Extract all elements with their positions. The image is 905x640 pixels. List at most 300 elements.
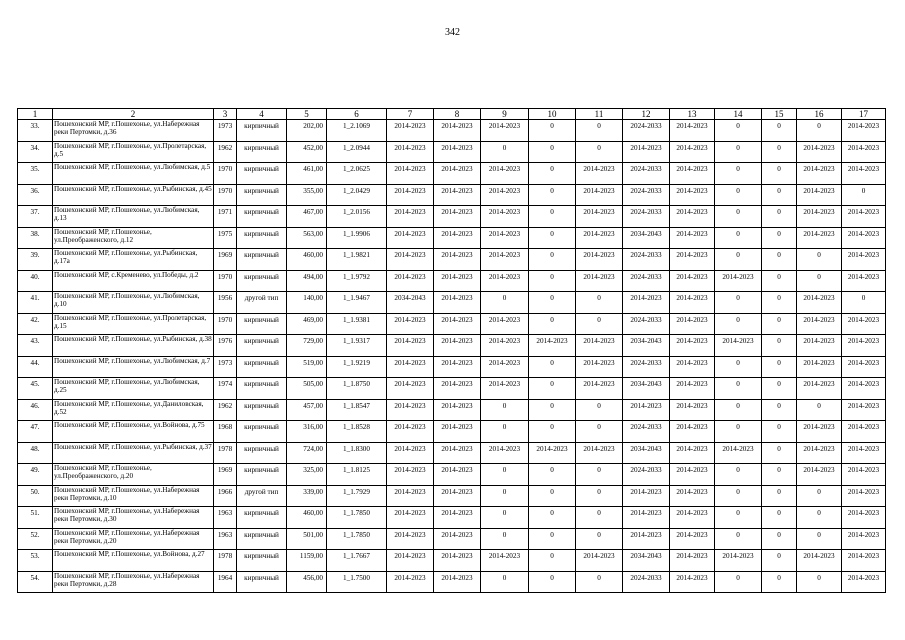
cell-period-11: 0	[576, 464, 623, 486]
cell-period-10: 0	[529, 399, 576, 421]
cell-period-11: 2014-2023	[576, 184, 623, 206]
cell-wall-material: кирпичный	[237, 163, 287, 185]
cell-period-15: 0	[762, 292, 797, 314]
cell-period-17: 0	[842, 292, 886, 314]
cell-address: Пошехонский МР, г.Пошехонье, ул.Набережная реки Пертомки, д.30	[53, 507, 214, 529]
cell-build-year: 1970	[214, 163, 237, 185]
cell-period-9: 2014-2023	[481, 550, 529, 572]
cell-period-7: 2014-2023	[387, 399, 434, 421]
cell-period-15: 0	[762, 399, 797, 421]
column-header-4: 4	[237, 109, 287, 120]
cell-area: 501,00	[287, 528, 327, 550]
cell-row-number: 52.	[18, 528, 53, 550]
cell-period-13: 2014-2023	[670, 442, 715, 464]
cell-period-8: 2014-2023	[434, 163, 481, 185]
column-header-5: 5	[287, 109, 327, 120]
cell-period-14: 2014-2023	[715, 335, 762, 357]
cell-row-number: 40.	[18, 270, 53, 292]
cell-address: Пошехонский МР, г.Пошехонье, ул.Войнова, д.75	[53, 421, 214, 443]
cell-period-8: 2014-2023	[434, 399, 481, 421]
cell-period-7: 2014-2023	[387, 163, 434, 185]
cell-build-year: 1970	[214, 184, 237, 206]
cell-row-number: 44.	[18, 356, 53, 378]
cell-row-number: 50.	[18, 485, 53, 507]
table-row	[18, 313, 886, 335]
cell-address: Пошехонский МР, г.Пошехонье, ул.Любимская, д.25	[53, 378, 214, 400]
cell-period-8: 2014-2023	[434, 442, 481, 464]
cell-period-17: 2014-2023	[842, 270, 886, 292]
cell-period-10: 0	[529, 270, 576, 292]
cell-row-number: 53.	[18, 550, 53, 572]
cell-period-11: 2014-2023	[576, 163, 623, 185]
cell-build-year: 1966	[214, 485, 237, 507]
cell-period-15: 0	[762, 141, 797, 163]
cell-period-17: 2014-2023	[842, 227, 886, 249]
cell-row-number: 47.	[18, 421, 53, 443]
cell-build-year: 1976	[214, 335, 237, 357]
cell-period-12: 2024-2033	[623, 184, 670, 206]
cell-period-7: 2014-2023	[387, 442, 434, 464]
cell-priority-code: 1_1.9467	[327, 292, 387, 314]
cell-wall-material: кирпичный	[237, 528, 287, 550]
cell-row-number: 46.	[18, 399, 53, 421]
cell-period-13: 2014-2023	[670, 120, 715, 142]
cell-period-17: 2014-2023	[842, 249, 886, 271]
cell-wall-material: кирпичный	[237, 249, 287, 271]
cell-period-11: 0	[576, 507, 623, 529]
cell-period-9: 2014-2023	[481, 184, 529, 206]
cell-period-14: 0	[715, 507, 762, 529]
cell-period-14: 2014-2023	[715, 442, 762, 464]
cell-priority-code: 1_1.8300	[327, 442, 387, 464]
cell-period-9: 0	[481, 485, 529, 507]
cell-period-10: 2014-2023	[529, 335, 576, 357]
cell-priority-code: 1_2.0625	[327, 163, 387, 185]
column-header-14: 14	[715, 109, 762, 120]
cell-period-17: 2014-2023	[842, 206, 886, 228]
cell-period-10: 0	[529, 485, 576, 507]
cell-period-13: 2014-2023	[670, 399, 715, 421]
cell-wall-material: кирпичный	[237, 227, 287, 249]
cell-period-8: 2014-2023	[434, 227, 481, 249]
table-row	[18, 550, 886, 572]
cell-address: Пошехонский МР, г.Пошехонье, ул.Рыбинская, д.37	[53, 442, 214, 464]
cell-period-10: 0	[529, 206, 576, 228]
cell-period-15: 0	[762, 313, 797, 335]
cell-priority-code: 1_1.8528	[327, 421, 387, 443]
cell-wall-material: кирпичный	[237, 335, 287, 357]
cell-period-10: 0	[529, 227, 576, 249]
cell-period-15: 0	[762, 335, 797, 357]
cell-period-16: 0	[797, 571, 842, 593]
cell-period-14: 0	[715, 141, 762, 163]
cell-period-12: 2024-2033	[623, 571, 670, 593]
cell-period-16: 2014-2023	[797, 313, 842, 335]
cell-period-9: 0	[481, 141, 529, 163]
cell-period-7: 2014-2023	[387, 120, 434, 142]
cell-period-7: 2014-2023	[387, 421, 434, 443]
cell-period-7: 2014-2023	[387, 464, 434, 486]
cell-period-12: 2024-2033	[623, 163, 670, 185]
cell-period-16: 2014-2023	[797, 141, 842, 163]
cell-period-16: 2014-2023	[797, 550, 842, 572]
cell-period-15: 0	[762, 270, 797, 292]
cell-address: Пошехонский МР, г.Пошехонье, ул.Пролетарская, д.15	[53, 313, 214, 335]
cell-period-16: 2014-2023	[797, 356, 842, 378]
cell-build-year: 1978	[214, 442, 237, 464]
cell-period-14: 0	[715, 399, 762, 421]
cell-period-16: 2014-2023	[797, 421, 842, 443]
cell-period-8: 2014-2023	[434, 292, 481, 314]
cell-address: Пошехонский МР, г.Пошехонье, ул.Набережная реки Пертомки, д.36	[53, 120, 214, 142]
cell-period-8: 2014-2023	[434, 206, 481, 228]
cell-area: 460,00	[287, 249, 327, 271]
cell-address: Пошехонский МР, г.Пошехонье, ул.Преображенского, д.12	[53, 227, 214, 249]
cell-wall-material: кирпичный	[237, 442, 287, 464]
cell-period-14: 0	[715, 485, 762, 507]
cell-period-10: 0	[529, 464, 576, 486]
cell-period-15: 0	[762, 421, 797, 443]
cell-row-number: 38.	[18, 227, 53, 249]
cell-period-9: 0	[481, 507, 529, 529]
cell-priority-code: 1_1.8547	[327, 399, 387, 421]
cell-period-16: 2014-2023	[797, 378, 842, 400]
cell-period-14: 0	[715, 421, 762, 443]
cell-period-9: 0	[481, 571, 529, 593]
cell-period-17: 2014-2023	[842, 378, 886, 400]
cell-period-8: 2014-2023	[434, 571, 481, 593]
cell-build-year: 1963	[214, 528, 237, 550]
cell-period-9: 2014-2023	[481, 378, 529, 400]
column-header-11: 11	[576, 109, 623, 120]
cell-period-13: 2014-2023	[670, 528, 715, 550]
cell-period-9: 0	[481, 292, 529, 314]
cell-period-12: 2024-2033	[623, 356, 670, 378]
cell-period-9: 2014-2023	[481, 313, 529, 335]
cell-address: Пошехонский МР, г.Пошехонье, ул.Любимская, д.5	[53, 163, 214, 185]
cell-row-number: 42.	[18, 313, 53, 335]
cell-period-16: 0	[797, 249, 842, 271]
cell-priority-code: 1_1.7667	[327, 550, 387, 572]
cell-area: 325,00	[287, 464, 327, 486]
cell-period-8: 2014-2023	[434, 270, 481, 292]
cell-period-17: 2014-2023	[842, 464, 886, 486]
cell-row-number: 45.	[18, 378, 53, 400]
cell-period-14: 0	[715, 206, 762, 228]
cell-period-10: 0	[529, 141, 576, 163]
cell-priority-code: 1_1.9792	[327, 270, 387, 292]
cell-wall-material: кирпичный	[237, 399, 287, 421]
cell-wall-material: другой тип	[237, 485, 287, 507]
cell-row-number: 51.	[18, 507, 53, 529]
column-header-9: 9	[481, 109, 529, 120]
cell-wall-material: кирпичный	[237, 141, 287, 163]
cell-period-12: 2024-2033	[623, 206, 670, 228]
cell-address: Пошехонский МР, г.Пошехонье, ул.Преображенского, д.20	[53, 464, 214, 486]
cell-period-15: 0	[762, 227, 797, 249]
cell-period-14: 0	[715, 163, 762, 185]
cell-area: 456,00	[287, 571, 327, 593]
cell-address: Пошехонский МР, г.Пошехонье, ул.Набережная реки Пертомки, д.10	[53, 485, 214, 507]
cell-period-11: 2014-2023	[576, 378, 623, 400]
cell-period-8: 2014-2023	[434, 421, 481, 443]
cell-period-8: 2014-2023	[434, 356, 481, 378]
cell-period-7: 2014-2023	[387, 270, 434, 292]
cell-period-10: 0	[529, 292, 576, 314]
cell-period-12: 2024-2033	[623, 313, 670, 335]
table-row	[18, 227, 886, 249]
cell-row-number: 34.	[18, 141, 53, 163]
cell-area: 461,00	[287, 163, 327, 185]
column-header-13: 13	[670, 109, 715, 120]
cell-area: 202,00	[287, 120, 327, 142]
cell-address: Пошехонский МР, г.Пошехонье, ул.Войнова, д.27	[53, 550, 214, 572]
cell-period-13: 2014-2023	[670, 163, 715, 185]
cell-build-year: 1969	[214, 249, 237, 271]
cell-row-number: 39.	[18, 249, 53, 271]
cell-period-11: 0	[576, 528, 623, 550]
cell-period-17: 2014-2023	[842, 141, 886, 163]
cell-period-9: 2014-2023	[481, 249, 529, 271]
cell-period-15: 0	[762, 571, 797, 593]
cell-period-17: 2014-2023	[842, 507, 886, 529]
cell-period-10: 0	[529, 184, 576, 206]
cell-build-year: 1974	[214, 378, 237, 400]
table-row	[18, 442, 886, 464]
cell-period-14: 0	[715, 227, 762, 249]
cell-period-10: 0	[529, 421, 576, 443]
column-header-17: 17	[842, 109, 886, 120]
cell-area: 519,00	[287, 356, 327, 378]
cell-period-15: 0	[762, 378, 797, 400]
cell-period-15: 0	[762, 356, 797, 378]
cell-row-number: 33.	[18, 120, 53, 142]
cell-wall-material: кирпичный	[237, 356, 287, 378]
table-row	[18, 335, 886, 357]
cell-period-9: 2014-2023	[481, 120, 529, 142]
cell-address: Пошехонский МР, г.Пошехонье, ул.Рыбинская, д.38	[53, 335, 214, 357]
cell-address: Пошехонский МР, г.Пошехонье, ул.Любимская, д.7	[53, 356, 214, 378]
cell-period-11: 2014-2023	[576, 270, 623, 292]
cell-period-12: 2014-2023	[623, 141, 670, 163]
cell-period-17: 2014-2023	[842, 550, 886, 572]
cell-priority-code: 1_1.7500	[327, 571, 387, 593]
cell-area: 505,00	[287, 378, 327, 400]
cell-period-10: 0	[529, 313, 576, 335]
cell-period-11: 2014-2023	[576, 442, 623, 464]
cell-wall-material: кирпичный	[237, 550, 287, 572]
cell-period-16: 0	[797, 507, 842, 529]
cell-row-number: 36.	[18, 184, 53, 206]
cell-period-15: 0	[762, 249, 797, 271]
cell-period-16: 2014-2023	[797, 184, 842, 206]
column-header-10: 10	[529, 109, 576, 120]
cell-period-13: 2014-2023	[670, 335, 715, 357]
table-body	[18, 120, 886, 593]
cell-priority-code: 1_1.9317	[327, 335, 387, 357]
cell-build-year: 1973	[214, 356, 237, 378]
cell-period-11: 0	[576, 120, 623, 142]
column-header-1: 1	[18, 109, 53, 120]
cell-period-16: 2014-2023	[797, 442, 842, 464]
cell-build-year: 1969	[214, 464, 237, 486]
cell-period-16: 0	[797, 399, 842, 421]
cell-area: 457,00	[287, 399, 327, 421]
cell-build-year: 1962	[214, 141, 237, 163]
cell-period-7: 2014-2023	[387, 571, 434, 593]
cell-period-14: 2014-2023	[715, 550, 762, 572]
column-header-2: 2	[53, 109, 214, 120]
cell-build-year: 1971	[214, 206, 237, 228]
cell-period-16: 2014-2023	[797, 464, 842, 486]
cell-row-number: 54.	[18, 571, 53, 593]
cell-period-13: 2014-2023	[670, 464, 715, 486]
cell-wall-material: другой тип	[237, 292, 287, 314]
cell-build-year: 1975	[214, 227, 237, 249]
cell-period-10: 0	[529, 356, 576, 378]
cell-period-12: 2014-2023	[623, 528, 670, 550]
cell-period-13: 2014-2023	[670, 292, 715, 314]
cell-period-14: 0	[715, 378, 762, 400]
cell-period-15: 0	[762, 485, 797, 507]
cell-period-12: 2034-2043	[623, 550, 670, 572]
cell-period-9: 2014-2023	[481, 163, 529, 185]
page-number: 342	[445, 27, 460, 38]
cell-build-year: 1956	[214, 292, 237, 314]
cell-area: 140,00	[287, 292, 327, 314]
cell-period-17: 2014-2023	[842, 356, 886, 378]
cell-period-9: 0	[481, 464, 529, 486]
cell-priority-code: 1_1.8125	[327, 464, 387, 486]
table-row	[18, 249, 886, 271]
cell-period-17: 2014-2023	[842, 313, 886, 335]
cell-period-7: 2014-2023	[387, 485, 434, 507]
cell-period-11: 2014-2023	[576, 227, 623, 249]
cell-area: 355,00	[287, 184, 327, 206]
cell-build-year: 1973	[214, 120, 237, 142]
cell-area: 316,00	[287, 421, 327, 443]
cell-period-7: 2014-2023	[387, 206, 434, 228]
cell-priority-code: 1_1.9906	[327, 227, 387, 249]
cell-period-15: 0	[762, 442, 797, 464]
cell-period-11: 0	[576, 485, 623, 507]
cell-priority-code: 1_1.9821	[327, 249, 387, 271]
cell-period-16: 0	[797, 270, 842, 292]
cell-build-year: 1978	[214, 550, 237, 572]
cell-period-10: 0	[529, 571, 576, 593]
cell-period-10: 0	[529, 120, 576, 142]
cell-period-8: 2014-2023	[434, 141, 481, 163]
cell-period-7: 2014-2023	[387, 356, 434, 378]
cell-period-11: 0	[576, 571, 623, 593]
cell-period-10: 0	[529, 550, 576, 572]
cell-build-year: 1970	[214, 313, 237, 335]
cell-period-7: 2014-2023	[387, 141, 434, 163]
column-header-3: 3	[214, 109, 237, 120]
table-row	[18, 292, 886, 314]
table-row	[18, 421, 886, 443]
cell-period-12: 2034-2043	[623, 378, 670, 400]
column-header-7: 7	[387, 109, 434, 120]
cell-priority-code: 1_1.7850	[327, 507, 387, 529]
cell-row-number: 37.	[18, 206, 53, 228]
cell-period-11: 0	[576, 141, 623, 163]
cell-period-10: 0	[529, 507, 576, 529]
cell-address: Пошехонский МР, г.Пошехонье, ул.Любимская, д.13	[53, 206, 214, 228]
table-row	[18, 120, 886, 142]
cell-priority-code: 1_2.0429	[327, 184, 387, 206]
cell-period-8: 2014-2023	[434, 378, 481, 400]
cell-period-12: 2024-2033	[623, 464, 670, 486]
cell-period-13: 2014-2023	[670, 227, 715, 249]
cell-period-11: 2014-2023	[576, 335, 623, 357]
cell-period-16: 0	[797, 528, 842, 550]
cell-period-11: 0	[576, 292, 623, 314]
cell-period-14: 0	[715, 464, 762, 486]
cell-row-number: 41.	[18, 292, 53, 314]
cell-period-14: 0	[715, 356, 762, 378]
cell-area: 469,00	[287, 313, 327, 335]
cell-period-9: 0	[481, 528, 529, 550]
cell-period-13: 2014-2023	[670, 184, 715, 206]
table-row	[18, 356, 886, 378]
cell-period-13: 2014-2023	[670, 378, 715, 400]
cell-period-16: 2014-2023	[797, 292, 842, 314]
cell-period-10: 2014-2023	[529, 442, 576, 464]
cell-period-17: 2014-2023	[842, 335, 886, 357]
cell-period-13: 2014-2023	[670, 313, 715, 335]
cell-address: Пошехонский МР, г.Пошехонье, ул.Набережная реки Пертомки, д.28	[53, 571, 214, 593]
cell-row-number: 35.	[18, 163, 53, 185]
cell-period-14: 0	[715, 313, 762, 335]
cell-area: 729,00	[287, 335, 327, 357]
cell-build-year: 1963	[214, 507, 237, 529]
table-row	[18, 163, 886, 185]
cell-period-10: 0	[529, 378, 576, 400]
column-header-16: 16	[797, 109, 842, 120]
cell-period-11: 0	[576, 313, 623, 335]
cell-period-13: 2014-2023	[670, 249, 715, 271]
cell-period-15: 0	[762, 464, 797, 486]
cell-period-12: 2024-2033	[623, 270, 670, 292]
cell-priority-code: 1_1.9381	[327, 313, 387, 335]
cell-period-7: 2014-2023	[387, 528, 434, 550]
cell-period-8: 2014-2023	[434, 507, 481, 529]
cell-period-9: 2014-2023	[481, 227, 529, 249]
cell-build-year: 1968	[214, 421, 237, 443]
cell-period-14: 0	[715, 249, 762, 271]
cell-period-17: 0	[842, 184, 886, 206]
cell-period-7: 2014-2023	[387, 227, 434, 249]
cell-period-8: 2014-2023	[434, 550, 481, 572]
cell-period-13: 2014-2023	[670, 550, 715, 572]
cell-period-15: 0	[762, 120, 797, 142]
cell-period-8: 2014-2023	[434, 249, 481, 271]
cell-period-15: 0	[762, 507, 797, 529]
cell-build-year: 1964	[214, 571, 237, 593]
cell-build-year: 1970	[214, 270, 237, 292]
cell-period-7: 2014-2023	[387, 184, 434, 206]
cell-area: 467,00	[287, 206, 327, 228]
cell-period-9: 2014-2023	[481, 206, 529, 228]
table-row	[18, 206, 886, 228]
cell-period-12: 2034-2043	[623, 442, 670, 464]
table-row	[18, 399, 886, 421]
cell-wall-material: кирпичный	[237, 120, 287, 142]
cell-period-15: 0	[762, 206, 797, 228]
cell-address: Пошехонский МР, г.Пошехонье, ул.Даниловская, д.52	[53, 399, 214, 421]
cell-period-14: 0	[715, 184, 762, 206]
